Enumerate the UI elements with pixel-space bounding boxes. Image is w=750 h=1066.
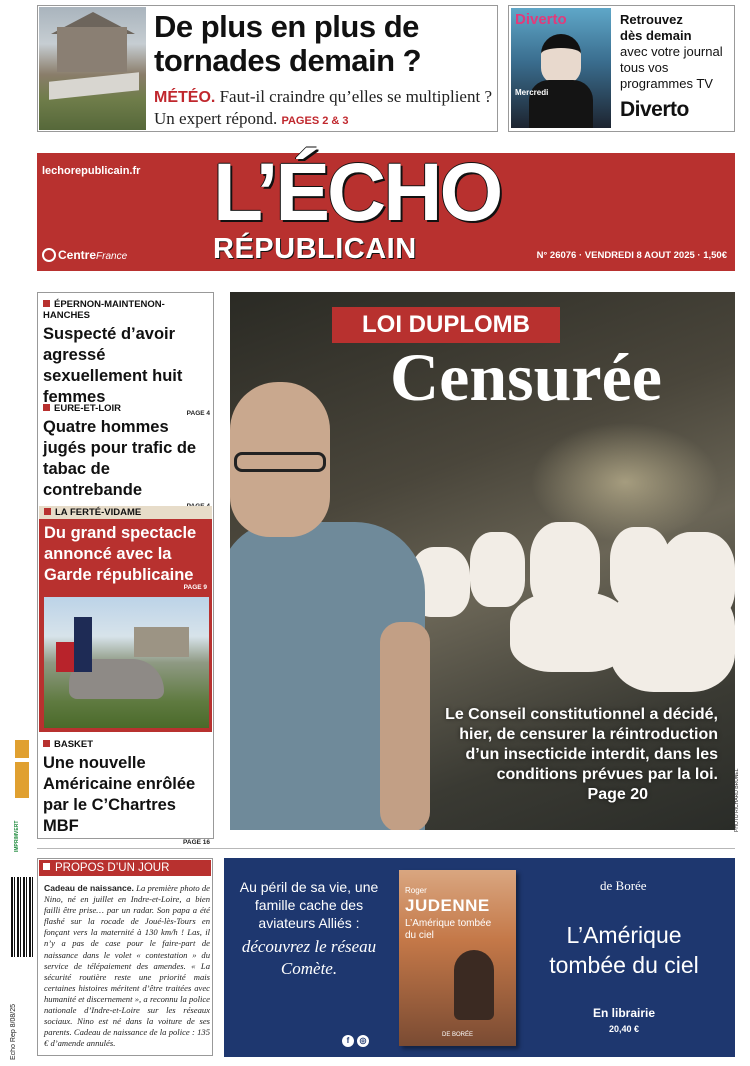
newspaper-logo-sub: RÉPUBLICAIN	[213, 233, 417, 265]
brief-headline: Une nouvelle Américaine enrôlée par le C’Chartres MBF	[43, 754, 196, 835]
propos-du-jour	[37, 858, 213, 1056]
divider	[37, 848, 735, 849]
website-link[interactable]: lechorepublicain.fr	[42, 165, 141, 177]
book-advertisement[interactable]	[224, 858, 735, 1057]
promo-kicker: MÉTÉO.	[154, 89, 216, 106]
ad-tagline: Au péril de sa vie, une famille cache des aviateurs Alliés :	[239, 879, 379, 931]
centre-france-icon	[42, 248, 56, 262]
main-headline[interactable]: Censurée	[390, 339, 662, 415]
label-icon	[15, 740, 29, 758]
book-publisher: DE BORÉE	[441, 1032, 473, 1038]
publisher-logo: de Borée	[600, 878, 647, 893]
propos-body: Cadeau de naissance. La première photo de Nino, né en juillet en Indre-et-Loire, a bien failli être prise… par un radar. Son papa a été flashé sur la rocade de Joué-lès-Tours en fonçant vers la maternité à 130 km/h ! Las, il n’y a pas de case pour le faire-part de naissance dans le volet « contestation » du service de télépaiement des amendes. « La sécurité routière reste une priorité mais certaines histoires méritent d’être traitées avec humanité et discernement », a reconnu la police nationale d’Indre-et-Loire sur les réseaux sociaux. Nino est né dans la voiture de ses parents. Cadeau de naissance de la police : 135 € d’amende annulés.	[44, 883, 210, 1049]
brief-epernon[interactable]	[43, 299, 210, 417]
centre-france-logo: CentreFrance	[42, 248, 127, 262]
ad-call-to-action: découvrez le réseau Comète.	[241, 937, 377, 978]
brief-page: PAGE 16	[183, 839, 210, 846]
main-kicker: LOI DUPLOMB	[332, 307, 560, 343]
promo-text: Faut-il craindre qu’elles se multiplient ? Un expert répond.	[154, 87, 492, 128]
brief-ferte-vidame[interactable]	[39, 506, 212, 732]
diverto-cover-logo: Diverto	[515, 11, 567, 28]
propos-kicker: PROPOS D’UN JOUR	[39, 860, 211, 876]
main-page: Page 20	[587, 786, 648, 803]
diverto-line1: Retrouvez	[620, 12, 683, 27]
main-body: Le Conseil constitutionnel a décidé, hier, de censurer la réintroduction d’un insecticide interdit, dans les conditions prévues par la loi.	[445, 706, 718, 783]
facebook-icon[interactable]: f	[342, 1035, 354, 1047]
brief-eure-et-loir[interactable]	[43, 403, 210, 510]
brief-kicker: BASKET	[43, 739, 210, 750]
label-icon	[15, 762, 29, 798]
photo-credit: PHOTO RICHARD BRUNEL	[734, 768, 740, 832]
issue-line: N° 26076 · VENDREDI 8 AOUT 2025 · 1,50€	[536, 250, 727, 261]
book-cover	[399, 870, 516, 1046]
garde-republicaine-photo	[44, 597, 209, 728]
brief-kicker: ÉPERNON-MAINTENON-HANCHES	[43, 299, 210, 321]
promo-pages: PAGES 2 & 3	[281, 115, 349, 127]
ad-social	[342, 1030, 372, 1048]
brief-basket[interactable]	[43, 739, 210, 846]
promo-weather[interactable]	[37, 5, 498, 132]
imprimvert-label: IMPRIMVERT	[14, 820, 20, 852]
ad-title: L’Amérique tombée du ciel	[549, 922, 699, 978]
brief-headline: Du grand spectacle annoncé avec la Garde républicaine	[44, 524, 197, 584]
left-column	[37, 292, 214, 846]
parachutist-image	[454, 950, 494, 1020]
brief-page: PAGE 4	[186, 410, 210, 417]
instagram-icon[interactable]: ◎	[357, 1035, 369, 1047]
diverto-cover-caption: Mercredi	[515, 88, 549, 97]
brief-headline: Quatre hommes jugés pour trafic de tabac de contrebande	[43, 418, 197, 499]
promo-headline: De plus en plus de tornades demain ?	[154, 9, 422, 78]
newspaper-logo: L’ÉCHO	[213, 147, 501, 238]
book-author-last: JUDENNE	[405, 896, 490, 915]
brief-page: PAGE 9	[183, 584, 207, 591]
book-title: L’Amérique tombée du ciel	[405, 918, 492, 941]
brief-kicker: EURE-ET-LOIR	[43, 403, 210, 414]
diverto-line3: avec votre journal tous vos programmes TV	[620, 44, 723, 91]
book-author-first: Roger	[405, 886, 427, 895]
main-standfirst	[430, 705, 718, 805]
brief-headline: Suspecté d’avoir agressé sexuellement huit femmes	[43, 325, 183, 406]
diverto-cover	[511, 8, 611, 128]
barcode	[11, 877, 33, 957]
brief-kicker: LA FERTÉ-VIDAME	[39, 506, 212, 519]
promo-diverto[interactable]	[508, 5, 735, 132]
diverto-text	[620, 12, 732, 92]
promo-subtitle	[154, 86, 494, 132]
barcode-text: Echo Rep 8/08/25	[10, 1003, 17, 1060]
diverto-line2: dès demain	[620, 28, 692, 43]
tornado-photo	[39, 7, 146, 130]
ad-price: 20,40 €	[608, 1024, 640, 1034]
diverto-brand: Diverto	[620, 98, 689, 121]
ad-availability: En librairie	[592, 1006, 656, 1020]
imprimvert-strip	[14, 740, 30, 855]
masthead	[37, 147, 735, 271]
